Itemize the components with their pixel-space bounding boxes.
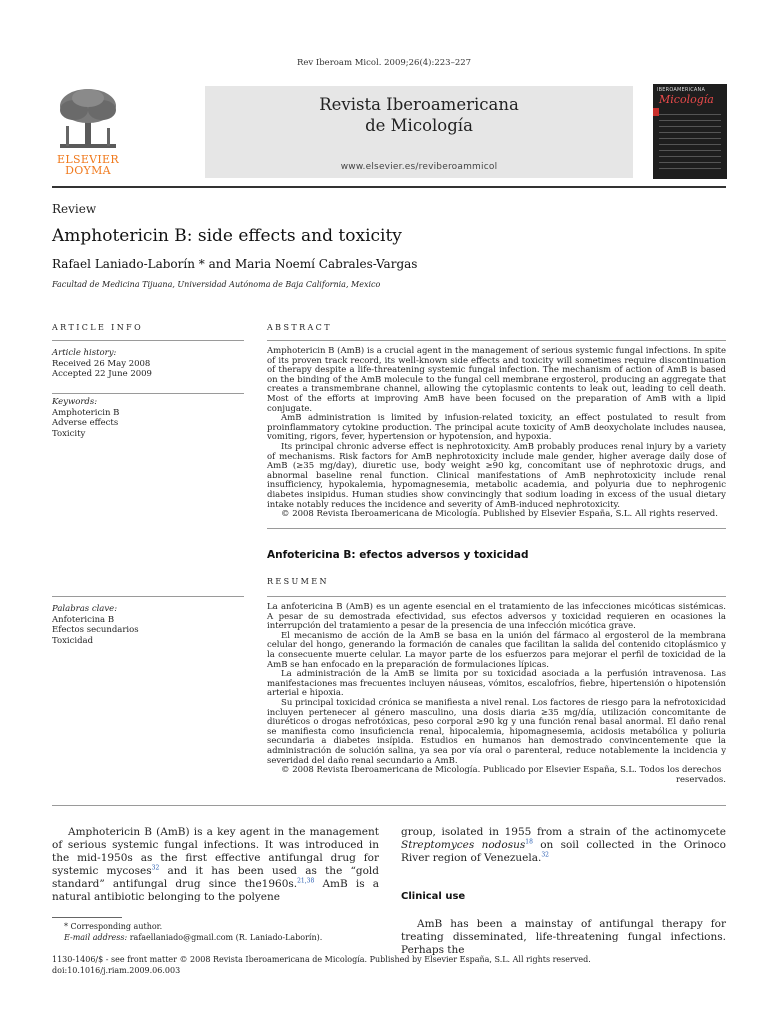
body-text: AmB is a natural antibiotic belonging to the polyene <box>52 878 379 903</box>
body-text: on soil collected in the Orinoco River region of Venezuela. <box>401 839 726 864</box>
cover-text-line <box>659 144 721 145</box>
reference-link[interactable]: 32 <box>151 864 160 872</box>
body-left-column <box>52 826 379 904</box>
cover-publisher-text: IBEROAMERICANA <box>657 87 706 93</box>
publisher-name-line1: ELSEVIER <box>57 153 119 166</box>
body-text: and it has been used as the “gold standard” antifungal drug since the1960s. <box>52 865 379 890</box>
body-right-column-continued <box>401 918 726 957</box>
cover-text-line <box>659 120 721 121</box>
cover-text-line <box>659 150 721 151</box>
article-affiliation: Facultad de Medicina Tijuana, Universidad Autónoma de Baja California, Mexico <box>52 280 381 289</box>
tree-icon <box>52 86 124 152</box>
section-heading-clinical-use: Clinical use <box>401 891 466 902</box>
reference-link[interactable]: 32 <box>541 851 549 859</box>
resumen-copyright-line2: reservados. <box>675 774 726 785</box>
abstract-body <box>267 347 726 520</box>
palabras-divider <box>52 596 244 597</box>
palabra-clave-item: Efectos secundarios <box>52 625 139 636</box>
article-history <box>52 348 244 380</box>
body-text: Amphotericin B (AmB) is a key agent in the management of serious systemic fungal infections. It was introduced in the mid-1950s as the first effective antifungal drug for systemic mycoses <box>52 826 379 877</box>
email-link[interactable]: rafaellaniado@gmail.com (R. Laniado-Laborín). <box>127 932 323 942</box>
cover-text-line <box>659 114 721 115</box>
publisher-name-line2: DOYMA <box>65 164 111 177</box>
publisher-logo-text <box>52 154 124 176</box>
spanish-title: Anfotericina B: efectos adversos y toxicidad <box>267 549 529 561</box>
reference-link[interactable]: 21,38 <box>297 877 315 885</box>
abstract-paragraph: AmB administration is limited by infusion-related toxicity, an effect postulated to result from proinflammatory cytokine production. The principal acute toxicity of AmB deoxycholate includes nausea, vomiting, rigors, fever, hypertension or hypotension, and hypoxia. <box>267 413 726 443</box>
journal-url-link[interactable]: www.elsevier.es/reviberoammicol <box>340 162 498 172</box>
body-text: group, isolated in 1955 from a strain of the actinomycete <box>401 826 726 838</box>
article-title: Amphotericin B: side effects and toxicity <box>52 226 402 246</box>
resumen-paragraph: La anfotericina B (AmB) es un agente esencial en el tratamiento de las infecciones micóticas sistémicas. A pesar de su demostrada efectividad, sus efectos adversos y toxicidad requieren en ocasiones la interrupción del tratamiento a pesar de la presencia de una infección micótica grave. <box>267 602 726 632</box>
spanish-top-divider <box>267 528 726 529</box>
article-authors: Rafael Laniado-Laborín * and Maria Noemí Cabrales-Vargas <box>52 257 418 271</box>
resumen-heading: RESUMEN <box>267 577 329 586</box>
journal-banner <box>205 86 633 178</box>
journal-title-line1: Revista Iberoamericana <box>319 95 519 114</box>
history-label: Article history: <box>52 348 117 358</box>
journal-title <box>205 94 633 136</box>
article-type: Review <box>52 202 97 216</box>
email-label: E-mail address: <box>64 932 128 942</box>
keywords-block <box>52 397 244 439</box>
body-paragraph: AmB has been a mainstay of antifungal therapy for treating disseminated, life-threatening fungal infections. Perhaps the <box>401 918 726 956</box>
cover-text-line <box>659 156 721 157</box>
species-name: Streptomyces nodosus <box>401 839 526 851</box>
cover-text-line <box>659 138 721 139</box>
body-paragraph <box>401 826 726 865</box>
journal-cover-thumbnail <box>653 84 727 179</box>
journal-citation: Rev Iberoam Micol. 2009;26(4):223–227 <box>296 58 472 68</box>
cover-text-line <box>659 132 721 133</box>
article-info-heading: ARTICLE INFO <box>52 323 144 332</box>
palabra-clave-item: Toxicidad <box>52 635 94 646</box>
abstract-heading: ABSTRACT <box>267 323 332 332</box>
abstract-paragraph: Amphotericin B (AmB) is a crucial agent in the management of serious systemic fungal infections. In spite of its proven track record, its well-known side effects and toxicity will sometimes require discontinuation of therapy despite a life-threatening systemic fungal infection. The mechanism of action of AmB is based on the binding of the AmB molecule to the fungal cell membrane ergosterol, producing an aggregate that creates a transmembrane channel, allowing the cytoplasmic contents to leak out, leading to cell death. Most of the efforts at improving AmB have been focused on the preparation of AmB with a lipid conjugate. <box>267 346 726 414</box>
body-right-column <box>401 826 726 865</box>
resumen-divider <box>267 596 726 597</box>
resumen-paragraph: El mecanismo de acción de la AmB se basa en la unión del fármaco al ergosterol de la membrana celular del hongo, generando la formación de canales que facilitan la salida del contenido citoplásmico y la consecuente muerte celular. La mayor parte de los esfuerzos para mejorar el perfil de toxicidad de la AmB se han enfocado en la preparación de formulaciones lípicas. <box>267 630 726 670</box>
received-date: Received 26 May 2008 <box>52 358 151 369</box>
article-info-divider <box>52 340 244 341</box>
cover-text-line <box>659 126 721 127</box>
abstract-paragraph: Its principal chronic adverse effect is nephrotoxicity. AmB probably produces renal injury by a variety of mechanisms. Risk factors for AmB nephrotoxicity include male gender, higher average daily dose of AmB (≥35 mg/day), diuretic use, body weight ≥90 kg, concomitant use of nephrotoxic drugs, and abnormal baseline renal function. Clinical manifestations of AmB nephrotoxicity include renal insufficiency, hypokalemia, hypomagnesemia, metabolic academia, and polyuria due to nephrogenic diabetes insipidus. Human studies show convincingly that sodium loading in excess of the usual dietary intake notably reduces the incidence and severity of AmB-induced nephrotoxicity. <box>267 441 726 510</box>
corresponding-author-note: * Corresponding author. <box>64 922 163 931</box>
issn-line: 1130-1406/$ - see front matter © 2008 Revista Iberoamericana de Micología. Published by Elsevier España, S.L. All rights reserved. <box>52 955 591 964</box>
abstract-bottom-divider <box>52 805 726 806</box>
front-matter-block <box>52 955 726 976</box>
resumen-copyright-line1: © 2008 Revista Iberoamericana de Micología. Publicado por Elsevier España, S.L. Todos los derechos <box>281 765 722 776</box>
resumen-body <box>267 603 726 785</box>
keywords-label: Keywords: <box>52 397 98 407</box>
palabras-clave-label: Palabras clave: <box>52 604 118 614</box>
email-line <box>64 933 379 944</box>
cover-title-text: Micología <box>659 93 714 106</box>
keyword-item: Adverse effects <box>52 418 119 429</box>
body-paragraph <box>52 826 379 904</box>
footnote-divider <box>52 917 122 918</box>
palabras-clave-block <box>52 604 244 646</box>
cover-text-line <box>659 168 721 169</box>
abstract-copyright: © 2008 Revista Iberoamericana de Micología. Published by Elsevier España, S.L. All rights reserved. <box>281 509 718 520</box>
reference-link[interactable]: 18 <box>525 838 533 846</box>
keywords-divider <box>52 393 244 394</box>
header-divider <box>52 186 726 188</box>
resumen-paragraph: La administración de la AmB se limita por su toxicidad asociada a la perfusión intravenosa. Las manifestaciones mas frecuentes incluyen náuseas, vómitos, escalofríos, fiebre, hipertensión o hipotensión arterial e hipoxia. <box>267 669 726 699</box>
resumen-paragraph: Su principal toxicidad crónica se manifiesta a nivel renal. Los factores de riesgo para la nefrotoxicidad incluyen pertenecer al género masculino, una dosis diaria ≥35 mg/día, utilización concomitante de diuréticos o drogas nefrotóxicas, peso corporal ≥90 kg y una función renal basal anormal. El daño renal se manifiesta como insuficiencia renal, hipocalemia, hipomagnesemia, acidosis metabólica y poliuria secundaria a diabetes insípida. Estudios en humanos han demostrado convincentemente que la administración de solución salina, ya sea por vía oral o parenteral, reduce notablemente la incidencia y severidad del daño renal secundario a AmB. <box>267 697 726 766</box>
keyword-item: Toxicity <box>52 428 86 439</box>
palabra-clave-item: Anfotericina B <box>52 614 115 625</box>
journal-title-line2: de Micología <box>365 116 473 135</box>
cover-text-line <box>659 162 721 163</box>
accepted-date: Accepted 22 June 2009 <box>52 369 152 380</box>
keyword-item: Amphotericin B <box>52 407 120 418</box>
doi-link[interactable]: doi:10.1016/j.riam.2009.06.003 <box>52 965 181 975</box>
abstract-divider <box>267 340 726 341</box>
footnote-block <box>64 922 379 943</box>
